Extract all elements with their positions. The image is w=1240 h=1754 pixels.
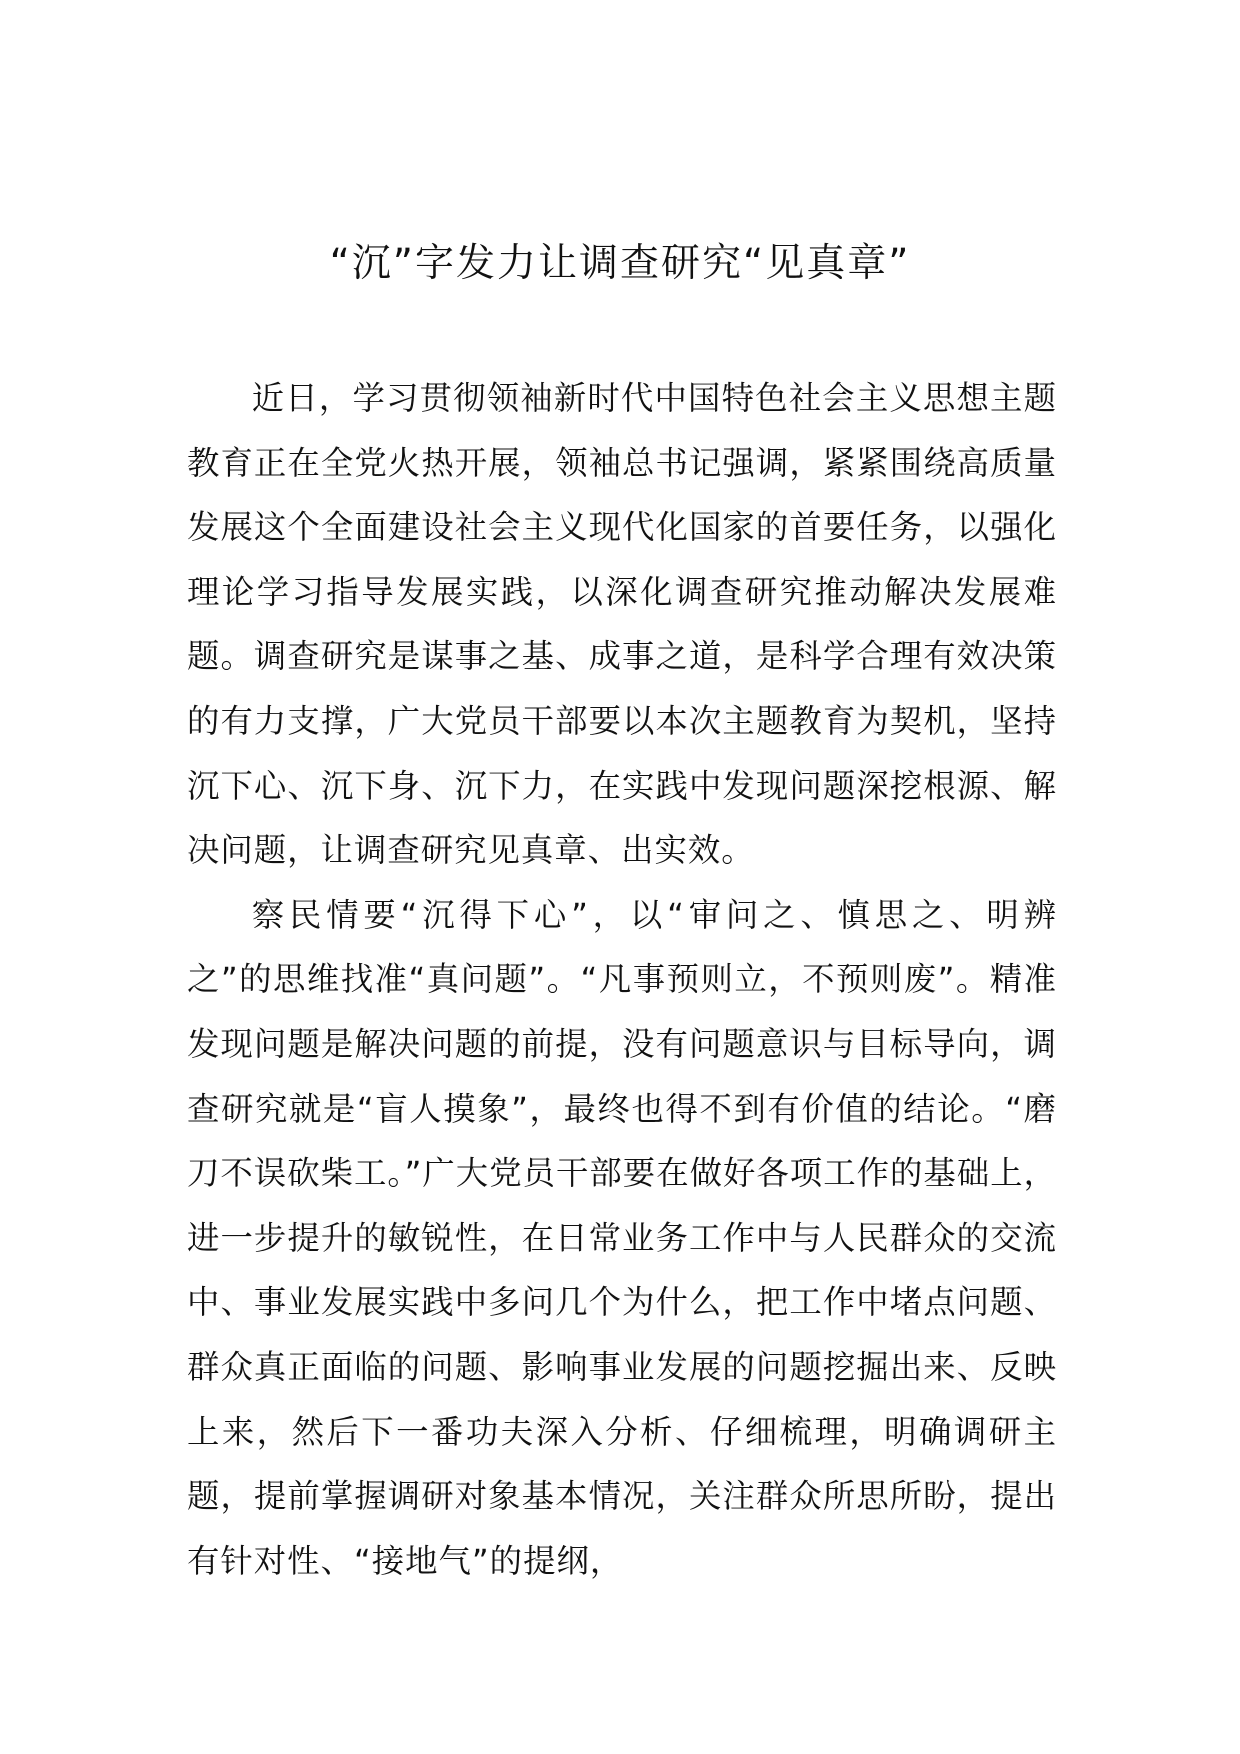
paragraph-1: 近日，学习贯彻领袖新时代中国特色社会主义思想主题教育正在全党火热开展，领袖总书记强调，紧紧围绕高质量发展这个全面建设社会主义现代化国家的首要任务，以强化理论学习指导发展实践，以深化调查研究推动解决发展难题。调查研究是谋事之基、成事之道，是科学合理有效决策的有力支撑，广大党员干部要以本次主题教育为契机，坚持沉下心、沉下身、沉下力，在实践中发现问题深挖根源、解决问题，让调查研究见真章、出实效。 <box>187 379 1057 870</box>
document-title: “沉”字发力让调查研究“见真章” <box>329 241 911 286</box>
document-body <box>187 366 1057 1593</box>
paragraph-2: 察民情要“沉得下心”，以“审问之、慎思之、明辨之”的思维找准“真问题”。“凡事预则立，不预则废”。精准发现问题是解决问题的前提，没有问题意识与目标导向，调查研究就是“盲人摸象”，最终也得不到有价值的结论。“磨刀不误砍柴工。”广大党员干部要在做好各项工作的基础上，进一步提升的敏锐性，在日常业务工作中与人民群众的交流中、事业发展实践中多问几个为什么，把工作中堵点问题、群众真正面临的问题、影响事业发展的问题挖掘出来、反映上来，然后下一番功夫深入分析、仔细梳理，明确调研主题，提前掌握调研对象基本情况，关注群众所思所盼，提出有针对性、“接地气”的提纲， <box>187 895 1057 1580</box>
